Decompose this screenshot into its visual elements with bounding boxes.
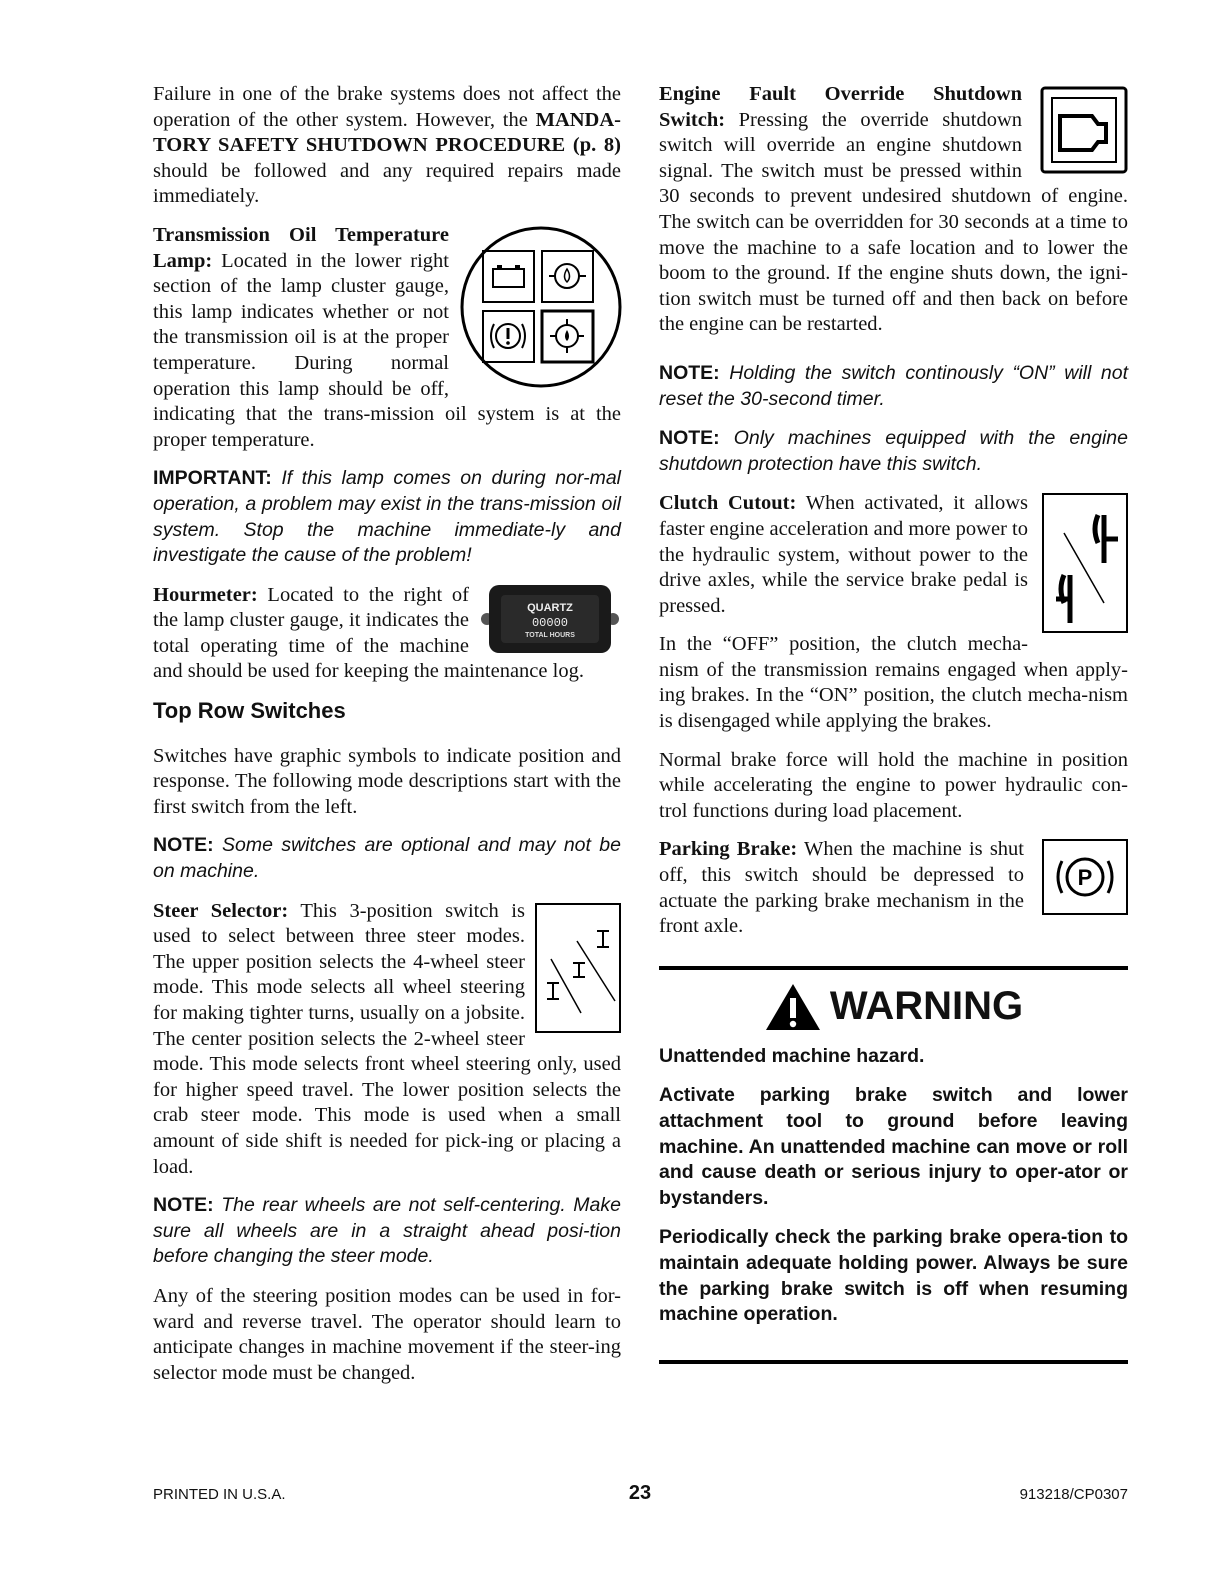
note-text: Only machines equipped with the engine shutdown protection have this switch. [659,427,1128,475]
note-label: NOTE: [659,427,720,450]
clutch-body: When activated, it allows faster engine acceleration and more power to the hydraulic system, without power to the drive axles, while the service brake pedal is pressed. [659,492,1028,617]
note-optional [153,833,621,884]
important-label: IMPORTANT: [153,467,272,490]
trans-oil-title: Transmission Oil Temperature Lamp: [153,223,449,272]
note-rear-wheels [153,1193,621,1270]
hourmeter-icon [479,579,621,659]
important-note [153,466,621,568]
engine-title: Engine Fault Override Shutdown Switch: [659,83,1022,131]
brake-force-paragraph: Normal brake force will hold the machine in position while accelerating the engine to power hydraulic con-trol functions during load placement. [659,748,1128,822]
hourmeter-digits: 00000 [531,615,569,630]
brake-intro-paragraph [153,82,621,210]
footer-right: 913218/CP0307 [1019,1486,1128,1503]
right-column [659,82,1128,1364]
important-text: If this lamp comes on during nor-mal operation, a problem may exist in the trans-mission oil system. Stop the machine immediate-ly and investigate the cause of the problem! [153,467,621,567]
warning-hazard: Unattended machine hazard. [659,1044,925,1067]
hourmeter-body: Located to the right of the lamp cluster gauge, it indicates the total operating time of the machine and should be used for keeping the maintenance log. [153,583,584,683]
note-label: NOTE: [153,834,214,857]
parking-brake-figure [1042,839,1128,915]
note-label: NOTE: [659,361,720,384]
clutch-cutout-figure [1042,493,1128,633]
lamp-cluster-icon [459,221,623,397]
clutch-off-paragraph: In the “OFF” position, the clutch mecha-nism of the transmission remains engaged when apply-ing brakes. In the “ON” position, the clutch mecha-nism is disengaged while applying the brakes. [659,633,1128,733]
page-number: 23 [628,1482,652,1504]
warning-paragraph-1: Activate parking brake switch and lower attachment tool to ground before leaving machine. An unattended machine can move or roll and cause death or serious injury to oper-ator or bystanders. [659,1084,1128,1209]
hourmeter-caption: TOTAL HOURS [525,631,575,639]
warning-box [659,966,1128,1364]
clutch-icon [1042,493,1128,633]
hourmeter-figure [479,579,621,659]
lamp-cluster-figure [459,221,623,397]
footer-left: PRINTED IN U.S.A. [153,1486,286,1503]
parking-brake-icon [1042,839,1128,915]
intro-bold-ref: MANDA-TORY SAFETY SHUTDOWN PROCEDURE (p. 8) [153,108,621,157]
steering-modes-paragraph: Any of the steering position modes can be used in for-ward and reverse travel. The operator should learn to anticipate changes in machine movement if the steer-ing selector mode must be changed. [153,1284,621,1384]
trans-oil-body: Located in the lower right section of the lamp cluster gauge, this lamp indicates whether or not the transmission oil is at the proper temperature. During normal operation this lamp should be off, indicating that the trans-mission oil system is at the proper temperature. [153,249,621,451]
warning-header [659,982,1128,1032]
engine-icon [1040,86,1128,174]
steer-selector-figure [535,903,621,1033]
note-text: Some switches are optional and may not be on machine. [153,834,621,883]
steer-title: Steer Selector: [153,899,289,922]
note-text: The rear wheels are not self-centering. Make sure all wheels are in a straight ahead posi-tion before changing the steer mode. [153,1194,621,1268]
note-label: NOTE: [153,1194,214,1217]
steer-selector-icon [535,903,621,1033]
intro-text-end: should be followed and any required repairs made immediately. [153,159,621,208]
warning-triangle-icon [764,982,822,1032]
engine-override-figure [1040,86,1128,174]
hourmeter-brand: QUARTZ [527,601,573,614]
intro-text: Failure in one of the brake systems does not affect the operation of the other system. However, the [153,83,621,131]
parking-body: When the machine is shut off, this switch should be depressed to actuate the parking brake mechanism in the front axle. [659,838,1024,938]
warning-paragraph-2: Periodically check the parking brake opera-tion to maintain adequate holding power. Always be sure the parking brake switch is off when resuming machine operation. [659,1226,1128,1326]
note-equipped [659,426,1128,477]
switches-paragraph: Switches have graphic symbols to indicate position and response. The following mode descriptions start with the first switch from the left. [153,744,621,818]
parking-letter: P [1077,865,1093,891]
left-column [153,82,621,1399]
note-timer [659,361,1128,412]
warning-title: WARNING [829,984,1024,1029]
section-heading: Top Row Switches [153,698,346,724]
parking-title: Parking Brake: [659,838,798,861]
hourmeter-title: Hourmeter: [153,583,258,606]
engine-body: Pressing the override shutdown switch will override an engine shutdown signal. The switch must be pressed within 30 seconds to prevent undesired shutdown of engine. The switch can be overridden for 30 seconds at a time to move the machine to a safe location and to lower the boom to the ground. If the engine shuts down, the igni-tion switch must be turned off and then back on before the engine can be restarted. [659,108,1128,336]
clutch-title: Clutch Cutout: [659,492,797,515]
steer-body: This 3-position switch is used to select between three steer modes. The upper position selects the 4-wheel steer mode. This mode selects all wheel steering for making tighter turns, usually on a jobsite. The center position selects the 2-wheel steer mode. This mode selects front wheel steering only, used for higher speed travel. The lower position selects the crab steer mode. This mode is used when a small amount of side shift is needed for pick-ing or placing a load. [153,899,621,1178]
note-text: Holding the switch continously “ON” will not reset the 30-second timer. [659,361,1128,410]
